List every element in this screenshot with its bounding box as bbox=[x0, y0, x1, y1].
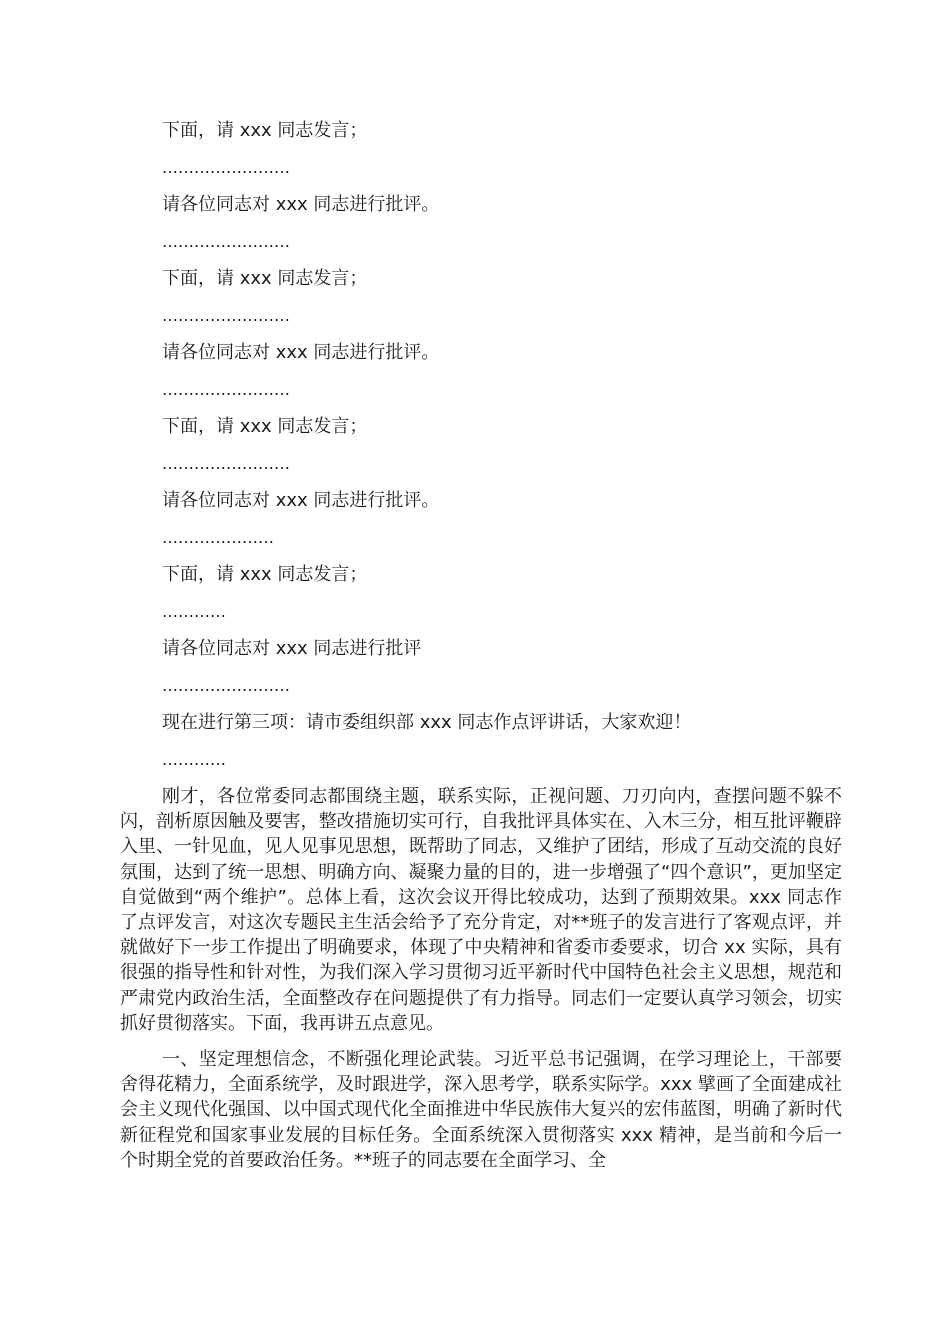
document-page bbox=[120, 118, 842, 1184]
ellipsis-line: ………………… bbox=[162, 528, 274, 547]
body-paragraph: 刚才，各位常委同志都围绕主题，联系实际，正视问题、刀刃向内，查摆问题不躲不闪，剖析原因触及要害，整改措施切实可行，自我批评具体实在、入木三分，相互批评鞭辟入里、一针见血，见人见事见思想，既帮助了同志，又维护了团结，形成了互动交流的良好氛围，达到了统一思想、明确方向、凝聚力量的目的，进一步增强了“四个意识”，更加坚定自觉做到“两个维护”。总体上看，这次会议开得比较成功，达到了预期效果。xxx 同志作了点评发言，对这次专题民主生活会给予了充分肯定，对**班子的发言进行了客观点评，并就做好下一步工作提出了明确要求，体现了中央精神和省委市委要求，切合 xx 实际，具有很强的指导性和针对性，为我们深入学习贯彻习近平新时代中国特色社会主义思想，规范和严肃党内政治生活，全面整改存在问题提供了有力指导。同志们一定要认真学习领会，切实抓好贯彻落实。下面，我再讲五点意见。 bbox=[120, 786, 842, 1034]
agenda-line: 下面，请 xxx 同志发言； bbox=[162, 120, 368, 141]
agenda-line: 请各位同志对 xxx 同志进行批评。 bbox=[162, 342, 440, 363]
ellipsis-line: …………………… bbox=[162, 676, 290, 695]
ellipsis-line: ………… bbox=[162, 602, 226, 621]
agenda-line: 现在进行第三项：请市委组织部 xxx 同志作点评讲话，大家欢迎！ bbox=[162, 712, 692, 733]
body-text bbox=[120, 784, 842, 1173]
ellipsis-line: ………… bbox=[162, 750, 226, 769]
agenda-line: 请各位同志对 xxx 同志进行批评。 bbox=[162, 194, 440, 215]
agenda-line: 下面，请 xxx 同志发言； bbox=[162, 564, 368, 585]
agenda-line: 请各位同志对 xxx 同志进行批评。 bbox=[162, 490, 440, 511]
ellipsis-line: …………………… bbox=[162, 158, 290, 177]
ellipsis-line: …………………… bbox=[162, 306, 290, 325]
ellipsis-line: …………………… bbox=[162, 232, 290, 251]
agenda-lines bbox=[120, 118, 842, 773]
agenda-line: 请各位同志对 xxx 同志进行批评 bbox=[162, 638, 422, 659]
ellipsis-line: …………………… bbox=[162, 454, 290, 473]
ellipsis-line: …………………… bbox=[162, 380, 290, 399]
body-paragraph: 一、坚定理想信念，不断强化理论武装。习近平总书记强调，在学习理论上，干部要舍得花精力，全面系统学，及时跟进学，深入思考学，联系实际学。xxx 擘画了全面建成社会主义现代化强国、以中国式现代化全面推进中华民族伟大复兴的宏伟蓝图，明确了新时代新征程党和国家事业发展的目标任务。全面系统深入贯彻落实 xxx 精神，是当前和今后一个时期全党的首要政治任务。**班子的同志要在全面学习、全 bbox=[120, 1049, 842, 1171]
agenda-line: 下面，请 xxx 同志发言； bbox=[162, 416, 368, 437]
agenda-line: 下面，请 xxx 同志发言； bbox=[162, 268, 368, 289]
